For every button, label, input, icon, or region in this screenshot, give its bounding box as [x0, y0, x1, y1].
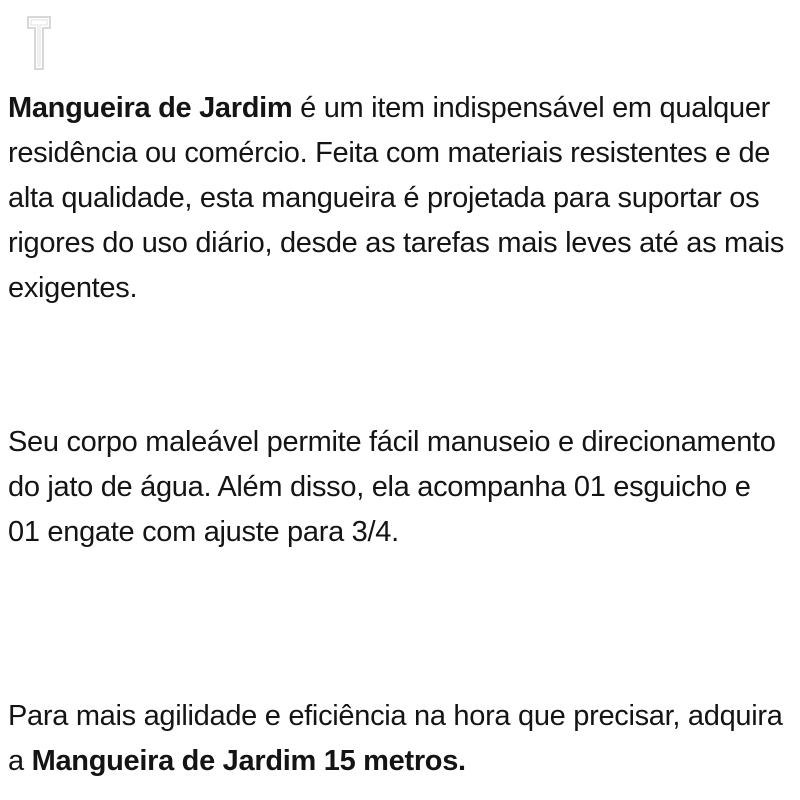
intro-text: é um item indispensável em qualquer residência ou comércio. Feita com materiais resistentes e de alta qualidade, esta mangueira é projetada para suportar os rigores do uso diário, desde as tarefas mais leves até as mais exigentes. [8, 92, 785, 304]
cta-text: Para mais agilidade e eficiência na hora que precisar, adquira a [8, 700, 783, 777]
t-letter-logo-icon [26, 14, 52, 72]
paragraph-intro [8, 86, 788, 311]
features-text: Seu corpo maleável permite fácil manuseio e direcionamento do jato de água. Além disso, ela acompanha 01 esguicho e 01 engate com ajuste para 3/4. [8, 426, 776, 548]
product-name-length-bold: Mangueira de Jardim 15 metros. [31, 745, 466, 777]
product-name-bold: Mangueira de Jardim [8, 92, 293, 124]
paragraph-features [8, 420, 788, 555]
paragraph-call-to-action [8, 694, 788, 784]
